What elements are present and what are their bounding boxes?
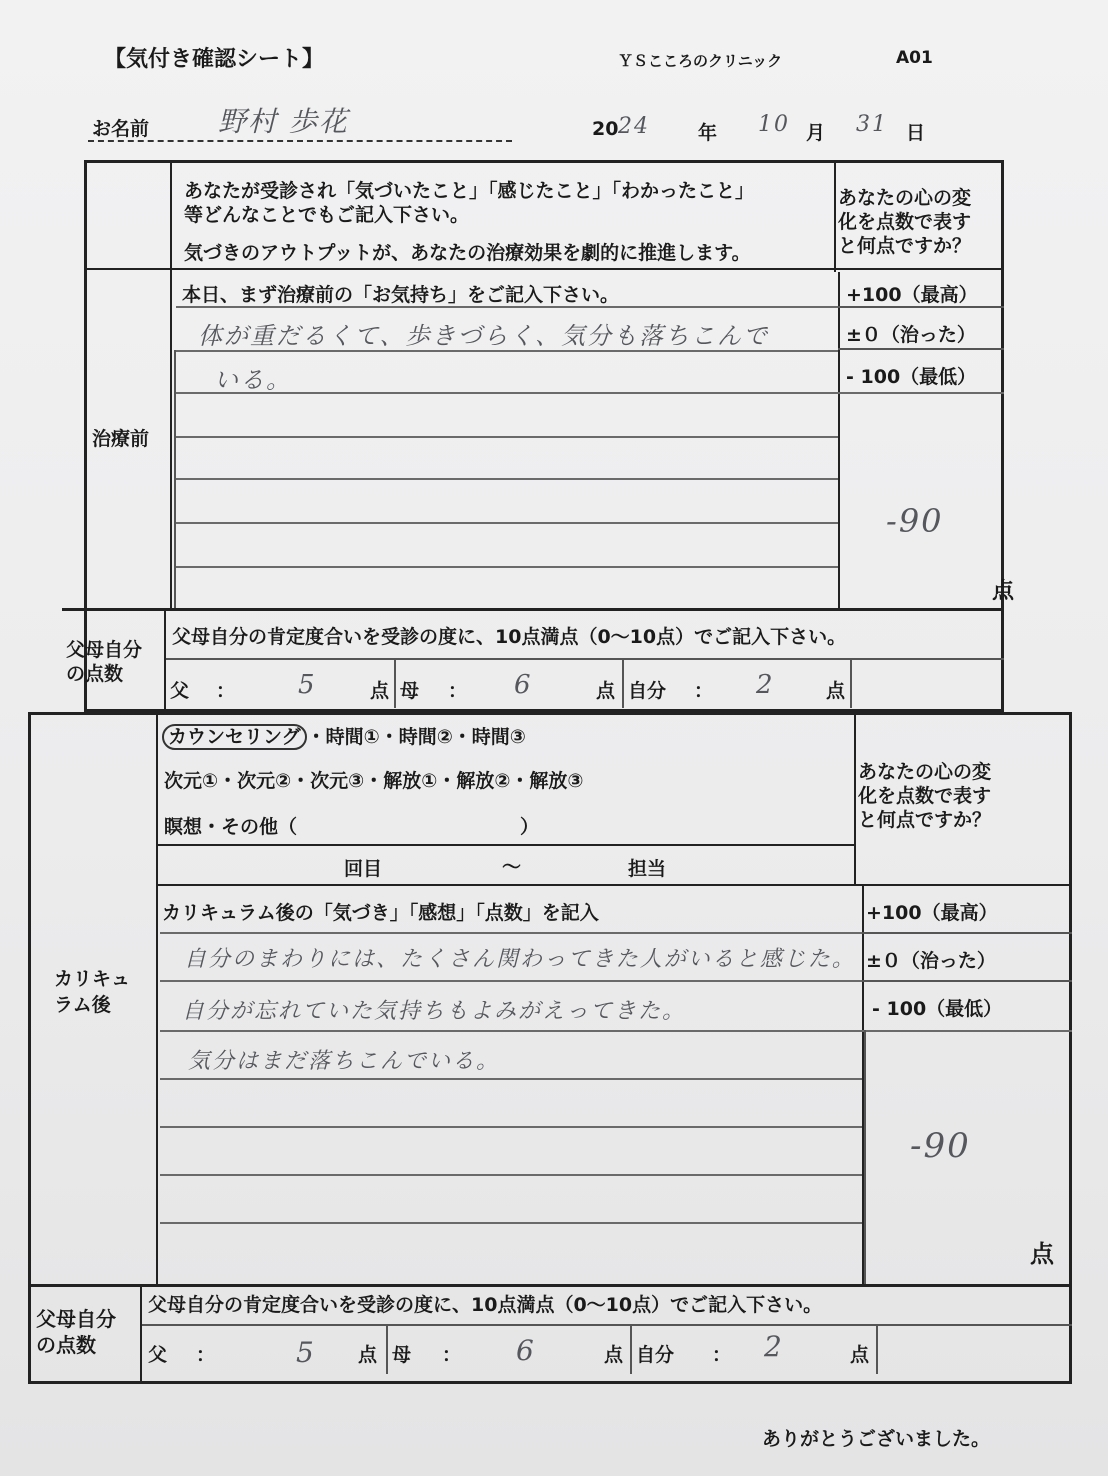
before-section-label: 治療前 bbox=[92, 428, 150, 450]
parents2-mother-unit: 点 bbox=[604, 1344, 624, 1366]
intro-line-1: あなたが受診され「気づいたこと」「感じたこと」「わかったこと」 bbox=[184, 180, 755, 202]
before-comment-line-2[interactable]: いる。 bbox=[214, 366, 292, 394]
after-comment-line-1[interactable]: 自分のまわりには、たくさん関わってきた人がいると感じた。 bbox=[184, 947, 856, 972]
after-comment-line-2[interactable]: 自分が忘れていた気持ちもよみがえってきた。 bbox=[182, 999, 687, 1024]
parents2-self-label: 自分 bbox=[636, 1344, 675, 1366]
parents2-mother-colon: ： bbox=[442, 1344, 462, 1366]
year-prefix: 20 bbox=[592, 118, 619, 140]
times-tilde: 〜 bbox=[502, 856, 522, 878]
curriculum-row-3a[interactable]: 瞑想・その他（ bbox=[164, 816, 298, 838]
curriculum-row-3b: ） bbox=[520, 816, 540, 838]
intro-score-question: あなたの心の変 化を点数で表す と何点ですか？ bbox=[838, 187, 972, 257]
parents1-father-value[interactable]: 5 bbox=[298, 670, 317, 700]
parents2-mother-label: 母 bbox=[392, 1344, 412, 1366]
parents2-father-value[interactable]: 5 bbox=[296, 1336, 316, 1369]
parents2-self-colon: ： bbox=[712, 1344, 732, 1366]
parents2-self-unit: 点 bbox=[850, 1344, 870, 1366]
parents1-self-value[interactable]: 2 bbox=[756, 670, 775, 700]
year-label: 年 bbox=[698, 122, 718, 144]
after-comment-line-3[interactable]: 気分はまだ落ちこんでいる。 bbox=[188, 1049, 501, 1074]
parents1-self-colon: ： bbox=[694, 680, 714, 702]
form-title: 【気付き確認シート】 bbox=[104, 47, 325, 72]
parents1-prompt: 父母自分の肯定度合いを受診の度に、10点満点（0〜10点）でご記入下さい。 bbox=[172, 626, 847, 648]
parents1-father-label: 父 bbox=[170, 680, 190, 702]
parents1-section-label: 父母自分 の点数 bbox=[66, 639, 143, 685]
parents2-father-label: 父 bbox=[148, 1344, 168, 1366]
after-scale-max: +100（最高） bbox=[866, 902, 998, 924]
before-score-value[interactable]: -90 bbox=[886, 502, 944, 540]
parents1-self-unit: 点 bbox=[826, 680, 846, 702]
name-value[interactable]: 野村 歩花 bbox=[218, 105, 349, 138]
intro-line-2: 等どんなことでもご記入下さい。 bbox=[184, 204, 470, 226]
before-prompt: 本日、まず治療前の「お気持ち」をご記入下さい。 bbox=[182, 284, 620, 306]
parents1-father-unit: 点 bbox=[370, 680, 390, 702]
parents1-mother-value[interactable]: 6 bbox=[514, 670, 533, 700]
before-score-unit: 点 bbox=[992, 579, 1015, 604]
before-comment-line-1[interactable]: 体が重だるくて、歩きづらく、気分も落ちこんで bbox=[198, 322, 770, 350]
after-scale-mid: ±０（治った） bbox=[866, 950, 996, 972]
parents2-prompt: 父母自分の肯定度合いを受診の度に、10点満点（0〜10点）でご記入下さい。 bbox=[148, 1294, 823, 1316]
parents1-mother-unit: 点 bbox=[596, 680, 616, 702]
name-underline bbox=[88, 140, 512, 142]
clinic-name: ＹＳこころのクリニック bbox=[618, 52, 783, 70]
curriculum-row-2[interactable]: 次元①・次元②・次元③・解放①・解放②・解放③ bbox=[164, 770, 584, 792]
parents2-father-unit: 点 bbox=[358, 1344, 378, 1366]
day-value[interactable]: 31 bbox=[856, 112, 888, 137]
curriculum-row-1: カウンセリング ・時間①・時間②・時間③ bbox=[162, 722, 526, 749]
year-value[interactable]: 24 bbox=[618, 114, 650, 139]
month-value[interactable]: 10 bbox=[758, 112, 790, 137]
after-prompt: カリキュラム後の「気づき」「感想」「点数」を記入 bbox=[162, 902, 599, 924]
before-scale-max: +100（最高） bbox=[846, 284, 978, 306]
parents1-mother-label: 母 bbox=[400, 680, 420, 702]
after-score-question: あなたの心の変 化を点数で表す と何点ですか？ bbox=[858, 761, 992, 831]
parents1-mother-colon: ： bbox=[448, 680, 468, 702]
parents1-father-colon: ： bbox=[216, 680, 236, 702]
before-scale-mid: ±０（治った） bbox=[846, 324, 976, 346]
form-code: A01 bbox=[896, 48, 933, 68]
times-label: 回目 bbox=[344, 858, 383, 880]
thanks-text: ありがとうございました。 bbox=[762, 1428, 991, 1450]
after-score-unit: 点 bbox=[1030, 1240, 1054, 1268]
month-label: 月 bbox=[806, 122, 826, 144]
after-scale-min: - 100（最低） bbox=[872, 998, 1003, 1020]
after-score-value[interactable]: -90 bbox=[910, 1126, 971, 1166]
staff-label: 担当 bbox=[628, 858, 667, 880]
after-section-label: カリキュ ラム後 bbox=[54, 968, 131, 1016]
intro-line-3: 気づきのアウトプットが、あなたの治療効果を劇的に推進します。 bbox=[184, 242, 751, 264]
before-scale-min: - 100（最低） bbox=[846, 366, 977, 388]
parents2-mother-value[interactable]: 6 bbox=[516, 1334, 536, 1367]
parents2-section-label: 父母自分 の点数 bbox=[36, 1307, 116, 1357]
counseling-option[interactable]: カウンセリング bbox=[162, 724, 307, 750]
parents1-self-label: 自分 bbox=[628, 680, 667, 702]
day-label: 日 bbox=[906, 122, 926, 144]
name-label: お名前 bbox=[92, 118, 150, 140]
parents2-self-value[interactable]: 2 bbox=[764, 1330, 784, 1363]
parents2-father-colon: ： bbox=[196, 1344, 216, 1366]
